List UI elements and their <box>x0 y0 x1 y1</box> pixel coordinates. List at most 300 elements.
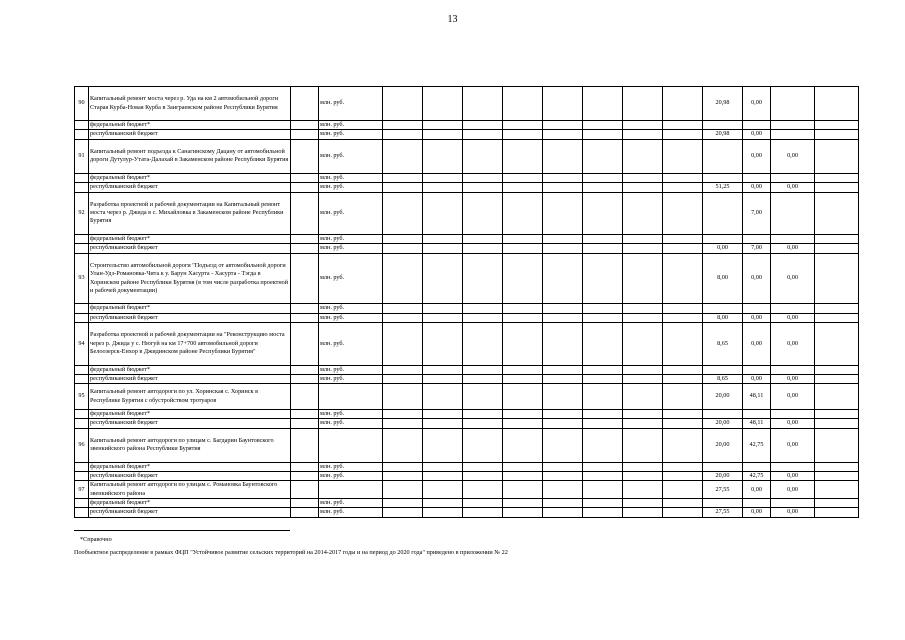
unit-cell: млн. руб. <box>319 419 383 428</box>
empty-cell <box>543 472 583 481</box>
empty-cell <box>583 130 623 139</box>
empty-cell <box>663 365 703 374</box>
value-2: 0,00 <box>743 313 771 322</box>
empty-cell <box>383 374 423 383</box>
empty-cell <box>291 472 319 481</box>
empty-cell <box>503 481 543 499</box>
empty-cell <box>583 173 623 182</box>
empty-cell <box>383 87 423 121</box>
empty-cell <box>815 419 859 428</box>
unit-cell <box>319 384 383 410</box>
empty-cell <box>583 419 623 428</box>
empty-cell <box>815 173 859 182</box>
empty-cell <box>543 313 583 322</box>
empty-cell <box>663 192 703 235</box>
value-2 <box>743 499 771 508</box>
table-row <box>75 462 859 471</box>
row-number <box>75 508 89 517</box>
object-name: федеральный бюджет* <box>89 121 291 130</box>
empty-cell <box>423 481 463 499</box>
empty-cell <box>383 121 423 130</box>
value-1: 20,00 <box>703 472 743 481</box>
value-2 <box>743 235 771 244</box>
empty-cell <box>583 183 623 192</box>
empty-cell <box>383 481 423 499</box>
empty-cell <box>423 139 463 173</box>
value-1 <box>703 499 743 508</box>
empty-cell <box>663 304 703 313</box>
empty-cell <box>383 183 423 192</box>
empty-cell <box>623 472 663 481</box>
table-row <box>75 481 859 499</box>
object-name: федеральный бюджет* <box>89 235 291 244</box>
empty-cell <box>815 87 859 121</box>
empty-cell <box>423 130 463 139</box>
unit-cell: млн. руб. <box>319 374 383 383</box>
table-row <box>75 472 859 481</box>
empty-cell <box>463 235 503 244</box>
empty-cell <box>663 121 703 130</box>
empty-cell <box>463 499 503 508</box>
value-2: 0,00 <box>743 253 771 304</box>
value-2: 0,00 <box>743 130 771 139</box>
value-3 <box>771 130 815 139</box>
empty-cell <box>291 428 319 462</box>
empty-cell <box>383 253 423 304</box>
empty-cell <box>583 304 623 313</box>
value-1: 8,00 <box>703 313 743 322</box>
empty-cell <box>623 244 663 253</box>
empty-cell <box>463 121 503 130</box>
empty-cell <box>623 313 663 322</box>
value-3: 0,00 <box>771 384 815 410</box>
unit-cell: млн. руб. <box>319 192 383 235</box>
row-number: 94 <box>75 323 89 366</box>
empty-cell <box>543 235 583 244</box>
empty-cell <box>503 253 543 304</box>
empty-cell <box>463 244 503 253</box>
empty-cell <box>663 472 703 481</box>
empty-cell <box>663 419 703 428</box>
empty-cell <box>543 410 583 419</box>
row-number <box>75 244 89 253</box>
object-name: Разработка проектной и рабочей документации на "Реконструкцию моста через р. Джида у с. Нюгуй на км 17+700 автомобильной дороги Белоозерск-Енхор в Джидинском районе Республики Бурятия" <box>89 323 291 366</box>
empty-cell <box>815 428 859 462</box>
object-name: Разработка проектной и рабочей документации на Капитальный ремонт моста через р. Джида в с. Михайловка в Закаменском районе Республики Бурятия <box>89 192 291 235</box>
row-number <box>75 173 89 182</box>
empty-cell <box>583 374 623 383</box>
empty-cell <box>663 313 703 322</box>
footnote-separator <box>74 530 290 531</box>
table-row <box>75 130 859 139</box>
empty-cell <box>623 481 663 499</box>
value-2 <box>743 410 771 419</box>
budget-table <box>74 86 859 518</box>
empty-cell <box>663 139 703 173</box>
unit-cell <box>319 428 383 462</box>
empty-cell <box>663 253 703 304</box>
empty-cell <box>815 121 859 130</box>
value-3: 0,00 <box>771 139 815 173</box>
row-number <box>75 121 89 130</box>
empty-cell <box>383 235 423 244</box>
empty-cell <box>543 183 583 192</box>
unit-cell: млн. руб. <box>319 139 383 173</box>
row-number <box>75 235 89 244</box>
table-row <box>75 365 859 374</box>
empty-cell <box>423 244 463 253</box>
row-number: 92 <box>75 192 89 235</box>
object-name: Капитальный ремонт моста через р. Уда на км 2 автомобильной дороги Старая Курба-Новая Курба в Заиграевском районе Республики Бурятия <box>89 87 291 121</box>
unit-cell: млн. руб. <box>319 244 383 253</box>
empty-cell <box>503 173 543 182</box>
empty-cell <box>815 481 859 499</box>
empty-cell <box>423 173 463 182</box>
empty-cell <box>543 419 583 428</box>
empty-cell <box>663 462 703 471</box>
table-row <box>75 304 859 313</box>
empty-cell <box>291 183 319 192</box>
row-number: 93 <box>75 253 89 304</box>
value-1: 20,00 <box>703 419 743 428</box>
table-row <box>75 323 859 366</box>
table-row <box>75 374 859 383</box>
empty-cell <box>623 192 663 235</box>
empty-cell <box>543 121 583 130</box>
value-1 <box>703 235 743 244</box>
empty-cell <box>623 139 663 173</box>
value-2: 0,00 <box>743 183 771 192</box>
value-1 <box>703 304 743 313</box>
value-1: 20,98 <box>703 87 743 121</box>
value-1: 20,98 <box>703 130 743 139</box>
value-1 <box>703 139 743 173</box>
empty-cell <box>291 87 319 121</box>
value-2: 0,00 <box>743 139 771 173</box>
unit-cell: млн. руб. <box>319 462 383 471</box>
table-row <box>75 428 859 462</box>
value-2: 0,00 <box>743 481 771 499</box>
empty-cell <box>503 183 543 192</box>
empty-cell <box>623 183 663 192</box>
page-number: 13 <box>447 14 458 25</box>
empty-cell <box>543 508 583 517</box>
value-2 <box>743 121 771 130</box>
empty-cell <box>503 192 543 235</box>
value-3 <box>771 87 815 121</box>
value-3: 0,00 <box>771 472 815 481</box>
empty-cell <box>503 419 543 428</box>
value-2: 48,11 <box>743 419 771 428</box>
empty-cell <box>291 508 319 517</box>
empty-cell <box>815 374 859 383</box>
empty-cell <box>423 235 463 244</box>
empty-cell <box>663 499 703 508</box>
value-3: 0,00 <box>771 313 815 322</box>
empty-cell <box>383 499 423 508</box>
empty-cell <box>815 410 859 419</box>
table-row <box>75 235 859 244</box>
empty-cell <box>423 87 463 121</box>
row-number <box>75 374 89 383</box>
empty-cell <box>503 313 543 322</box>
empty-cell <box>583 481 623 499</box>
empty-cell <box>383 323 423 366</box>
empty-cell <box>503 472 543 481</box>
empty-cell <box>383 384 423 410</box>
footnote-reference: *Справочно <box>80 536 112 543</box>
row-number <box>75 419 89 428</box>
object-name: республиканский бюджет <box>89 508 291 517</box>
unit-cell: млн. руб. <box>319 173 383 182</box>
object-name: республиканский бюджет <box>89 183 291 192</box>
value-1 <box>703 173 743 182</box>
empty-cell <box>423 384 463 410</box>
object-name: федеральный бюджет* <box>89 304 291 313</box>
empty-cell <box>383 419 423 428</box>
empty-cell <box>815 253 859 304</box>
empty-cell <box>291 139 319 173</box>
empty-cell <box>543 374 583 383</box>
empty-cell <box>423 410 463 419</box>
value-3: 0,00 <box>771 419 815 428</box>
empty-cell <box>815 508 859 517</box>
object-name: федеральный бюджет* <box>89 462 291 471</box>
empty-cell <box>503 139 543 173</box>
value-1: 27,55 <box>703 481 743 499</box>
object-name: республиканский бюджет <box>89 419 291 428</box>
empty-cell <box>663 173 703 182</box>
object-name: федеральный бюджет* <box>89 499 291 508</box>
empty-cell <box>815 304 859 313</box>
empty-cell <box>291 253 319 304</box>
empty-cell <box>623 121 663 130</box>
value-1: 27,55 <box>703 508 743 517</box>
empty-cell <box>543 304 583 313</box>
empty-cell <box>815 384 859 410</box>
object-name: республиканский бюджет <box>89 313 291 322</box>
empty-cell <box>543 481 583 499</box>
row-number <box>75 410 89 419</box>
empty-cell <box>583 410 623 419</box>
empty-cell <box>463 508 503 517</box>
value-3 <box>771 410 815 419</box>
empty-cell <box>423 192 463 235</box>
unit-cell <box>319 481 383 499</box>
empty-cell <box>623 508 663 517</box>
table-row <box>75 139 859 173</box>
value-3: 0,00 <box>771 323 815 366</box>
empty-cell <box>291 384 319 410</box>
unit-cell: млн. руб. <box>319 472 383 481</box>
value-3: 0,00 <box>771 253 815 304</box>
value-3: 0,00 <box>771 374 815 383</box>
unit-cell: млн. руб. <box>319 499 383 508</box>
object-name: Капитальный ремонт автодороги по улицам с. Романовка Баунтовского эвенкийского района <box>89 481 291 499</box>
value-3: 0,00 <box>771 481 815 499</box>
empty-cell <box>423 472 463 481</box>
empty-cell <box>383 313 423 322</box>
empty-cell <box>463 139 503 173</box>
empty-cell <box>543 173 583 182</box>
unit-cell: млн. руб. <box>319 183 383 192</box>
unit-cell: млн. руб. <box>319 365 383 374</box>
table-row <box>75 253 859 304</box>
table-row <box>75 384 859 410</box>
empty-cell <box>503 235 543 244</box>
empty-cell <box>503 428 543 462</box>
row-number <box>75 313 89 322</box>
unit-cell: млн. руб. <box>319 130 383 139</box>
unit-cell: млн. руб. <box>319 304 383 313</box>
empty-cell <box>383 244 423 253</box>
value-2: 42,75 <box>743 428 771 462</box>
unit-cell: млн. руб. <box>319 508 383 517</box>
row-number <box>75 462 89 471</box>
value-3 <box>771 365 815 374</box>
empty-cell <box>663 244 703 253</box>
empty-cell <box>543 192 583 235</box>
empty-cell <box>815 139 859 173</box>
table-row <box>75 173 859 182</box>
value-3 <box>771 499 815 508</box>
empty-cell <box>583 499 623 508</box>
row-number: 95 <box>75 384 89 410</box>
empty-cell <box>503 410 543 419</box>
empty-cell <box>291 130 319 139</box>
empty-cell <box>291 481 319 499</box>
value-2: 0,00 <box>743 374 771 383</box>
table-row <box>75 244 859 253</box>
table-row <box>75 87 859 121</box>
empty-cell <box>663 508 703 517</box>
empty-cell <box>663 183 703 192</box>
empty-cell <box>383 428 423 462</box>
empty-cell <box>291 173 319 182</box>
empty-cell <box>815 244 859 253</box>
empty-cell <box>815 365 859 374</box>
empty-cell <box>463 313 503 322</box>
empty-cell <box>383 304 423 313</box>
object-name: Капитальный ремонт автодороги по улицам с. Багдарин Баунтовского эвенкийского района Республики Бурятия <box>89 428 291 462</box>
empty-cell <box>815 472 859 481</box>
value-3 <box>771 235 815 244</box>
empty-cell <box>583 244 623 253</box>
row-number <box>75 499 89 508</box>
empty-cell <box>463 130 503 139</box>
value-2: 48,11 <box>743 384 771 410</box>
empty-cell <box>383 365 423 374</box>
value-2: 42,75 <box>743 472 771 481</box>
empty-cell <box>463 87 503 121</box>
empty-cell <box>583 192 623 235</box>
empty-cell <box>543 428 583 462</box>
unit-cell: млн. руб. <box>319 121 383 130</box>
value-1: 20,00 <box>703 384 743 410</box>
unit-cell: млн. руб. <box>319 410 383 419</box>
value-1: 20,00 <box>703 428 743 462</box>
value-3: 0,00 <box>771 183 815 192</box>
empty-cell <box>463 419 503 428</box>
value-3 <box>771 121 815 130</box>
object-name: федеральный бюджет* <box>89 365 291 374</box>
empty-cell <box>583 428 623 462</box>
table-row <box>75 410 859 419</box>
empty-cell <box>623 173 663 182</box>
value-1: 8,00 <box>703 253 743 304</box>
empty-cell <box>583 384 623 410</box>
empty-cell <box>503 130 543 139</box>
value-2: 0,00 <box>743 508 771 517</box>
row-number <box>75 183 89 192</box>
value-3 <box>771 192 815 235</box>
value-3 <box>771 304 815 313</box>
value-2 <box>743 304 771 313</box>
empty-cell <box>503 374 543 383</box>
empty-cell <box>383 130 423 139</box>
empty-cell <box>663 481 703 499</box>
empty-cell <box>463 304 503 313</box>
footnote-distribution: Пообъектное распределение в рамках ФЦП "Устойчивое развитие сельских территорий на 2014-2017 годы и на период до 2020 года" приведено в приложении № 22 <box>74 549 508 556</box>
empty-cell <box>663 384 703 410</box>
object-name: республиканский бюджет <box>89 374 291 383</box>
value-1 <box>703 410 743 419</box>
empty-cell <box>663 130 703 139</box>
empty-cell <box>503 87 543 121</box>
value-2: 0,00 <box>743 87 771 121</box>
row-number <box>75 304 89 313</box>
empty-cell <box>623 419 663 428</box>
empty-cell <box>291 313 319 322</box>
empty-cell <box>423 253 463 304</box>
empty-cell <box>623 304 663 313</box>
budget-table-body <box>75 87 859 518</box>
empty-cell <box>623 235 663 244</box>
empty-cell <box>423 499 463 508</box>
empty-cell <box>463 481 503 499</box>
empty-cell <box>503 121 543 130</box>
value-2: 7,00 <box>743 192 771 235</box>
table-row <box>75 508 859 517</box>
empty-cell <box>423 508 463 517</box>
object-name: республиканский бюджет <box>89 472 291 481</box>
empty-cell <box>291 419 319 428</box>
empty-cell <box>463 462 503 471</box>
unit-cell: млн. руб. <box>319 87 383 121</box>
table-row <box>75 419 859 428</box>
empty-cell <box>815 183 859 192</box>
unit-cell: млн. руб. <box>319 253 383 304</box>
table-row <box>75 313 859 322</box>
value-2 <box>743 173 771 182</box>
row-number: 96 <box>75 428 89 462</box>
empty-cell <box>423 428 463 462</box>
empty-cell <box>583 235 623 244</box>
empty-cell <box>423 419 463 428</box>
empty-cell <box>503 304 543 313</box>
empty-cell <box>583 323 623 366</box>
row-number: 97 <box>75 481 89 499</box>
empty-cell <box>663 428 703 462</box>
table-row <box>75 499 859 508</box>
empty-cell <box>583 87 623 121</box>
empty-cell <box>383 472 423 481</box>
empty-cell <box>383 410 423 419</box>
empty-cell <box>815 192 859 235</box>
value-2 <box>743 365 771 374</box>
row-number <box>75 130 89 139</box>
empty-cell <box>623 253 663 304</box>
